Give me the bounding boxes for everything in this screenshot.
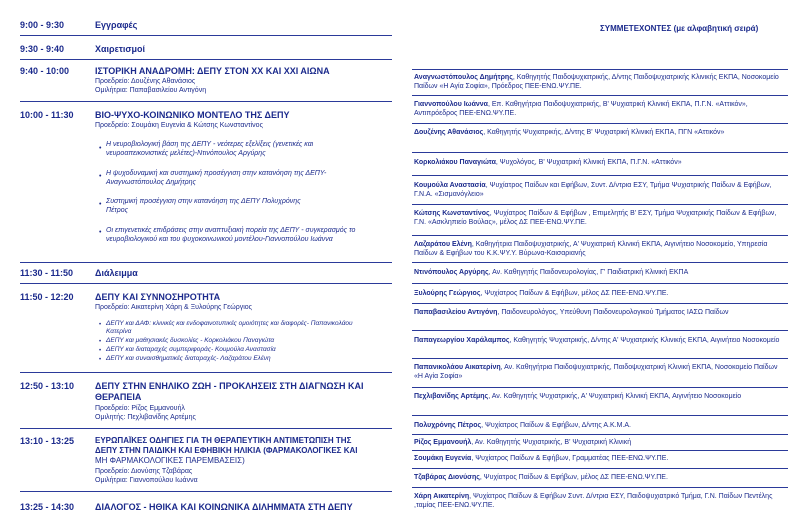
participant-desc: , Αν. Καθηγητής Ψυχιατρικής, Β' Ψυχιατρική Κλινική [471, 439, 632, 446]
participant-entry [414, 492, 788, 510]
session-time: 11:30 - 11:50 [20, 268, 74, 278]
participant-name: Γιαννοπούλου Ιωάννα [414, 101, 488, 108]
divider [20, 491, 392, 492]
participant-entry [414, 128, 788, 137]
bullet-icon: • [99, 229, 102, 236]
participant-desc: , Ψυχίατρος Παίδων & Εφήβων , Επιμελητής Β' ΕΣΥ, Τμήμα Ψυχιατρικής Παίδων & Εφήβων, Γ.Ν. «Ασκληπιείο Βούλας», μέλος ΔΣ ΠΕΕ-ΕΝΩ.ΨΥ.ΠΕ. [414, 210, 777, 226]
talk-item: ΔΕΠΥ και μαθησιακές δυσκολίες - Κορκολιάκου Παναγιώτα [106, 337, 275, 344]
session-time: 12:50 - 13:10 [20, 381, 75, 391]
participant-entry [414, 100, 788, 118]
participant-entry [414, 181, 788, 199]
session-title: ΕΥΡΩΠΑΪΚΕΣ ΟΔΗΓΙΕΣ ΓΙΑ ΤΗ ΘΕΡΑΠΕΥΤΙΚΗ ΑΝΤΙΜΕΤΩΠΙΣΗ ΤΗΣ [95, 436, 352, 445]
divider [412, 303, 788, 304]
session-title: ΙΣΤΟΡΙΚΗ ΑΝΑΔΡΟΜΗ: ΔΕΠΥ ΣΤΟΝ ΧΧ ΚΑΙ ΧΧΙ ΑΙΩΝΑ [95, 66, 330, 76]
participant-entry [414, 289, 788, 298]
participant-entry [414, 268, 788, 277]
divider [412, 387, 788, 388]
participant-entry [414, 73, 788, 91]
participant-name: Ρίζος Εμμανουήλ [414, 439, 472, 446]
participant-name: Κώτσης Κωνσταντίνος [414, 210, 490, 217]
divider [412, 123, 788, 124]
bullet-icon: • [99, 145, 102, 152]
bullet-icon: • [99, 348, 102, 354]
participant-entry [414, 454, 788, 463]
participant-name: Ξυλούρης Γεώργιος [414, 290, 481, 297]
session-title-cont: ΔΕΠΥ ΣΤΗΝ ΠΑΙΔΙΚΗ ΚΑΙ ΕΦΗΒΙΚΗ ΗΛΙΚΙΑ (ΦΑΡΜΑΚΟΛΟΓΙΚΕΣ ΚΑΙ [95, 446, 358, 455]
divider [412, 330, 788, 331]
participant-desc: , Επ. Καθηγήτρια Παιδοψυχιατρικής, Β' Ψυχιατρική Κλινική ΕΚΠΑ, Π.Γ.Ν. «Αττικόν», Αντιπρόεδρος ΠΕΕ-ΕΝΩ.ΨΥ.ΠΕ. [414, 101, 748, 117]
divider [412, 434, 788, 435]
talk-item: ΔΕΠΥ και διαταραχές συμπεριφοράς- Κουμούλα Αναστασία [106, 346, 276, 353]
participant-name: Παπαγεωργίου Χαράλαμπος [414, 337, 510, 344]
session-title: Διάλειμμα [95, 268, 138, 278]
participant-entry [414, 421, 788, 430]
participant-entry [414, 308, 788, 317]
divider [20, 283, 392, 284]
talk-item: Συστημική προσέγγιση στην κατανόηση της ΔΕΠΥ Πολυχρόνης Πέτρος [106, 198, 301, 214]
divider [412, 358, 788, 359]
session-title-cont: ΘΕΡΑΠΕΙΑ [95, 392, 142, 402]
participant-desc: , Ψυχίατρος Παίδων & Εφήβων, Γραμματέας ΠΕΕ-ΕΝΩ.ΨΥ.ΠΕ. [471, 455, 669, 462]
session-title: Χαιρετισμοί [95, 44, 146, 54]
session-time: 9:40 - 10:00 [20, 66, 70, 76]
participant-entry [414, 392, 788, 401]
session-title: ΔΙΑΛΟΓΟΣ - ΗΘΙΚΑ ΚΑΙ ΚΟΙΝΩΝΙΚΑ ΔΙΛΗΜΜΑΤΑ ΣΤΗ ΔΕΠΥ [95, 502, 353, 512]
divider [20, 428, 392, 429]
participant-desc: , Καθηγητής Ψυχιατρικής, Δ/ντης Α' Ψυχιατρικής Κλινικής ΕΚΠΑ, Αιγινήτειο Νοσοκομείο [509, 337, 780, 344]
divider [20, 101, 392, 102]
divider [412, 152, 788, 153]
participant-entry [414, 473, 788, 482]
divider [20, 262, 392, 263]
talk-item: Η ψυχοδυναμική και συστημική προσέγγιση στην κατανόηση της ΔΕΠΥ-Αναγνωστόπουλος Δημήτρης [106, 170, 327, 186]
session-time: 13:10 - 13:25 [20, 436, 75, 446]
divider [412, 487, 788, 488]
session-time: 11:50 - 12:20 [20, 292, 74, 302]
participant-desc: , Παιδονευρολόγος, Υπεύθυνη Παιδονευρολογικού Τμήματος ΙΑΣΩ Παίδων [497, 309, 729, 316]
talk-item: ΔΕΠΥ και συναισθηματικές διαταραχές- Λαζαράτου Ελένη [106, 355, 271, 362]
session-title: ΔΕΠΥ ΚΑΙ ΣΥΝΝΟΣΗΡΟΤΗΤΑ [95, 292, 221, 302]
divider [412, 69, 788, 70]
bullet-icon: • [99, 201, 102, 208]
participant-desc: , Ψυχίατρος Παίδων και Εφήβων, Συντ. Δ/ντρια ΕΣΥ, Τμήμα Ψυχιατρικής Παίδων & Εφήβων, Γ.Ν.Α. «Σισμανόγλειο» [414, 182, 772, 198]
talk-item: Οι επιγενετικές επιδράσεις στην αναπτυξιακή πορεία της ΔΕΠΥ - συγκερασμός το νευροβιολογικού και του ψυχοκοινωνικού μοντέλου-Γιαννοπούλου Ιωάννα [106, 227, 356, 243]
participant-name: Δουζένης Αθανάσιος [414, 129, 484, 136]
divider [412, 175, 788, 176]
participant-desc: , Ψυχίατρος Παίδων & Εφήβων, Δ/ντης Α.Κ.Μ.Α. [481, 422, 631, 429]
divider [412, 262, 788, 263]
session-speaker: Ομιλήτρια: Γιαννοπούλου Ιωάννα [95, 477, 198, 484]
participant-entry [414, 336, 788, 345]
session-chair: Προεδρείο: Αικατερίνη Χάρη & Ξυλούρης Γεώργιος [95, 304, 253, 311]
participant-name: Κορκολιάκου Παναγιώτα [414, 159, 496, 166]
divider [412, 95, 788, 96]
divider [412, 283, 788, 284]
bullet-icon: • [99, 322, 102, 328]
bullet-icon: • [99, 339, 102, 345]
session-time: 13:25 - 14:30 [20, 502, 75, 512]
session-title-cont: ΜΗ ΦΑΡΜΑΚΟΛΟΓΙΚΕΣ ΠΑΡΕΜΒΑΣΕΙΣ) [95, 456, 245, 465]
divider [20, 59, 392, 60]
participant-desc: , Ψυχολόγος, Β' Ψυχιατρική Κλινική ΕΚΠΑ, Π.Γ.Ν. «Αττικόν» [495, 159, 682, 166]
session-time: 10:00 - 11:30 [20, 110, 74, 120]
participant-desc: , Αν. Καθηγήτρια Παιδοψυχιατρικής, Παιδοψυχιατρική Κλινική ΕΚΠΑ, Νοσοκομείο Παίδων «Η Αγία Σοφία» [414, 364, 778, 380]
participant-entry [414, 363, 788, 381]
participant-name: Πεχλιβανίδης Αρτέμης [414, 393, 489, 400]
session-time: 9:00 - 9:30 [20, 20, 65, 30]
session-chair: Προεδρείο: Σουμάκη Ευγενία & Κώτσης Κωνσταντίνος [95, 122, 263, 129]
session-chair: Προεδρείο: Ρίζος Εμμανουήλ [95, 405, 185, 412]
participant-name: Χάρη Αικατερίνη [414, 493, 470, 500]
session-title: ΒΙΟ-ΨΥΧΟ-ΚΟΙΝΩΝΙΚΟ ΜΟΝΤΕΛΟ ΤΗΣ ΔΕΠΥ [95, 110, 290, 120]
session-speaker: Ομιλήτρια: Παπαβασιλείου Αντιγόνη [95, 87, 207, 94]
participant-entry [414, 158, 788, 167]
participant-name: Λαζαράτου Ελένη [414, 241, 472, 248]
participant-desc: , Αν. Καθηγητής Ψυχιατρικής, Α' Ψυχιατρική Κλινική ΕΚΠΑ, Αιγινήτειο Νοσοκομείο [488, 393, 742, 400]
session-time: 9:30 - 9:40 [20, 44, 65, 54]
participant-desc: , Ψυχίατρος Παίδων & Εφήβων Συντ. Δ/ντρια ΕΣΥ, Παιδοψυχιατρικό Τμήμα, Γ.Ν. Παίδων Πεντέλης ,ταμίας ΠΕΕ-ΕΝΩ.ΨΥ.ΠΕ. [414, 493, 773, 509]
participant-name: Παπαβασιλείου Αντιγόνη [414, 309, 498, 316]
participant-desc: , Καθηγήτρια Παιδοψυχιατρικής, Α' Ψυχιατρική Κλινική ΕΚΠΑ, Αιγινήτειο Νοσοκομείο, Υπηρεσία Παίδων & Εφήβων του Κ.Κ.ΨΥ.Υ. Βύρωνα-Καισαριανής [414, 241, 768, 257]
divider [412, 450, 788, 451]
participants-heading: ΣΥΜΜΕΤΕΧΟΝΤΕΣ (με αλφαβητική σειρά) [600, 24, 759, 33]
participant-name: Αναγνωστόπουλος Δημήτρης [414, 74, 513, 81]
divider [20, 372, 392, 373]
divider [412, 468, 788, 469]
participant-name: Πολυχρόνης Πέτρος [414, 422, 482, 429]
session-speaker: Ομιλητής: Πεχλιβανίδης Αρτέμης [95, 414, 196, 421]
bullet-icon: • [99, 357, 102, 363]
participant-name: Σουμάκη Ευγενία [414, 455, 472, 462]
session-chair: Προεδρείο: Διονύσης Τζαβάρας [95, 468, 193, 475]
participant-name: Ντινόπουλος Αργύρης [414, 269, 489, 276]
participant-entry [414, 240, 788, 258]
participant-entry [414, 209, 788, 227]
session-title: ΔΕΠΥ ΣΤΗΝ ΕΝΗΛΙΚΟ ΖΩΗ - ΠΡΟΚΛΗΣΕΙΣ ΣΤΗ ΔΙΑΓΝΩΣΗ ΚΑΙ [95, 381, 364, 391]
talk-item: Η νευροβιολογική βάση της ΔΕΠΥ - νεότερες εξελίξεις (γενετικές και νευροαπεικονιστικές μελέτες)-Ντινόπουλος Αργύρης [106, 141, 314, 157]
participant-entry [414, 438, 788, 447]
bullet-icon: • [99, 173, 102, 180]
participant-name: Τζαβάρας Διονύσης [414, 474, 480, 481]
session-title: Εγγραφές [95, 20, 138, 30]
participant-name: Κουμούλα Αναστασία [414, 182, 486, 189]
participant-desc: , Καθηγητής Ψυχιατρικής, Δ/ντης Β' Ψυχιατρική Κλινική ΕΚΠΑ, ΠΓΝ «Αττικόν» [483, 129, 725, 136]
participant-desc: , Αν. Καθηγητής Παιδονευρολογίας, Γ' Παιδιατρική Κλινική ΕΚΠΑ [488, 269, 689, 276]
divider [412, 415, 788, 416]
participant-name: Παπανικολάου Αικατερίνη [414, 364, 501, 371]
participant-desc: , Ψυχίατρος Παίδων & Εφήβων, μέλος ΔΣ ΠΕΕ-ΕΝΩ.ΨΥ.ΠΕ. [479, 474, 668, 481]
session-chair: Προεδρείο: Δουζένης Αθανάσιος [95, 78, 196, 85]
participant-desc: , Καθηγητής Παιδοψυχιατρικής, Δ/ντης Παιδοψυχιατρικής Κλινικής ΕΚΠΑ, Νοσοκομείο Παίδων «Η Αγία Σοφία», Πρόεδρος ΠΕΕ-ΕΝΩ.ΨΥ.ΠΕ. [414, 74, 779, 90]
divider [20, 35, 392, 36]
participant-desc: , Ψυχίατρος Παίδων & Εφήβων, μέλος ΔΣ ΠΕΕ-ΕΝΩ.ΨΥ.ΠΕ. [480, 290, 669, 297]
divider [412, 204, 788, 205]
divider [412, 235, 788, 236]
talk-item: ΔΕΠΥ και ΔΑΦ: κλινικές και ενδοφαινοτυπικές ομοιότητες και διαφορές- Παπανικολάου Κατερίνα [106, 320, 353, 335]
